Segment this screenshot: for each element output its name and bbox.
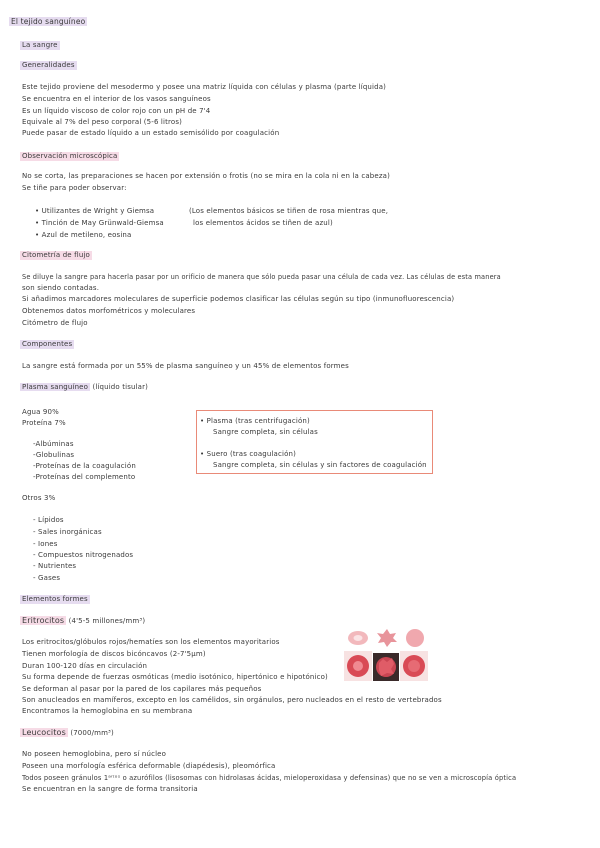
generalidades-line: Este tejido proviene del mesodermo y posee una matriz líquida con células y plasma (parte líquida): [22, 83, 387, 91]
stain-bullet: • Azul de metileno, eosina: [35, 231, 132, 239]
otros-item: - Compuestos nitrogenados: [33, 551, 134, 559]
eritrocitos-line: Se deforman al pasar por la pared de los capilares más pequeños: [22, 685, 262, 693]
generalidades-line: Se encuentra en el interior de los vasos sanguíneos: [22, 95, 211, 103]
componentes-line: La sangre está formada por un 55% de plasma sanguíneo y un 45% de elementos formes: [22, 362, 349, 370]
heading-eritrocitos: Eritrocitos (4'5-5 millones/mm³): [22, 616, 146, 625]
generalidades-line: Puede pasar de estado líquido a un estado semisólido por coagulación: [22, 129, 280, 137]
heading-plasma: Plasma sanguíneo (líquido tisular): [22, 383, 149, 391]
box-plasma-title: • Plasma (tras centrifugación): [200, 417, 310, 425]
leucocitos-line: Todos poseen gránulos 1ᵃʳᶦᵒˢ o azurófilos (lisosomas con hidrolasas ácidas, mieloperoxidasa y defensinas) que no se ven a microscopía óptica: [22, 774, 517, 782]
observacion-line: Se tiñe para poder observar:: [22, 184, 127, 192]
section-title-sangre: La sangre: [22, 41, 58, 49]
otros-item: - Sales inorgánicas: [33, 528, 102, 536]
erythrocyte-osmotic-image-isotonic: [344, 626, 372, 650]
box-suero-desc: Sangre completa, sin células y sin factores de coagulación: [213, 461, 427, 469]
eritrocitos-line: Duran 100-120 días en circulación: [22, 662, 148, 670]
plasma-agua: Agua 90%: [22, 408, 59, 416]
stain-note: los elementos ácidos se tiñen de azul): [193, 219, 333, 227]
heading-elementos-formes: Elementos formes: [22, 595, 88, 603]
plasma-otros: Otros 3%: [22, 494, 56, 502]
citometria-line: Citómetro de flujo: [22, 319, 88, 327]
heading-generalidades: Generalidades: [22, 61, 75, 69]
plasma-proteina: Proteína 7%: [22, 419, 66, 427]
protein-item: -Globulinas: [33, 451, 75, 459]
otros-item: - Nutrientes: [33, 562, 77, 570]
erythrocyte-micrograph-3: [400, 651, 428, 681]
citometria-line: son siendo contadas.: [22, 284, 100, 292]
heading-leucocitos: Leucocitos (7000/mm³): [22, 728, 114, 737]
erythrocyte-micrograph-2: [373, 653, 399, 681]
protein-item: -Proteínas de la coagulación: [33, 462, 136, 470]
citometria-line: Se diluye la sangre para hacerla pasar por un orificio de manera que sólo pueda pasar una célula de cada vez. Las células de esta manera: [22, 273, 501, 281]
heading-citometria: Citometría de flujo: [22, 251, 90, 259]
generalidades-line: Es un líquido viscoso de color rojo con un pH de 7'4: [22, 107, 211, 115]
citometria-line: Obtenemos datos morfométricos y moleculares: [22, 307, 196, 315]
stain-note: (Los elementos básicos se tiñen de rosa mientras que,: [189, 207, 389, 215]
generalidades-line: Equivale al 7% del peso corporal (5-6 litros): [22, 118, 183, 126]
leucocitos-line: Se encuentran en la sangre de forma transitoria: [22, 785, 198, 793]
heading-componentes: Componentes: [22, 340, 73, 348]
protein-item: -Albúminas: [33, 440, 74, 448]
otros-item: - Gases: [33, 574, 61, 582]
eritrocitos-line: Encontramos la hemoglobina en su membrana: [22, 707, 193, 715]
leucocitos-line: No poseen hemoglobina, pero sí núcleo: [22, 750, 167, 758]
otros-item: - Iones: [33, 540, 58, 548]
doc-title: El tejido sanguíneo: [11, 17, 86, 26]
erythrocyte-osmotic-image-hypotonic: [401, 626, 429, 650]
observacion-line: No se corta, las preparaciones se hacen por extensión o frotis (no se mira en la cola ni en la cabeza): [22, 172, 390, 180]
eritrocitos-line: Tienen morfología de discos bicóncavos (2-7'5μm): [22, 650, 206, 658]
box-suero-title: • Suero (tras coagulación): [200, 450, 296, 458]
eritrocitos-line: Su forma depende de fuerzas osmóticas (medio isotónico, hipertónico e hipotónico): [22, 673, 328, 681]
erythrocyte-osmotic-image-hypertonic: [373, 626, 401, 650]
heading-observacion: Observación microscópica: [22, 152, 118, 160]
protein-item: -Proteínas del complemento: [33, 473, 136, 481]
stain-bullet: • Utilizantes de Wright y Giemsa: [35, 207, 155, 215]
box-plasma-desc: Sangre completa, sin células: [213, 428, 318, 436]
leucocitos-line: Poseen una morfología esférica deformable (diapédesis), pleomórfica: [22, 762, 276, 770]
eritrocitos-line: Son anucleados en mamíferos, excepto en los camélidos, sin orgánulos, pero nucleados en el resto de vertebrados: [22, 696, 442, 704]
stain-bullet: • Tinción de May Grünwald-Giemsa: [35, 219, 164, 227]
otros-item: - Lípidos: [33, 516, 64, 524]
citometria-line: Si añadimos marcadores moleculares de superficie podemos clasificar las células según su tipo (inmunofluorescencia): [22, 295, 455, 303]
erythrocyte-micrograph-1: [344, 651, 372, 681]
eritrocitos-line: Los eritrocitos/glóbulos rojos/hematíes son los elementos mayoritarios: [22, 638, 280, 646]
